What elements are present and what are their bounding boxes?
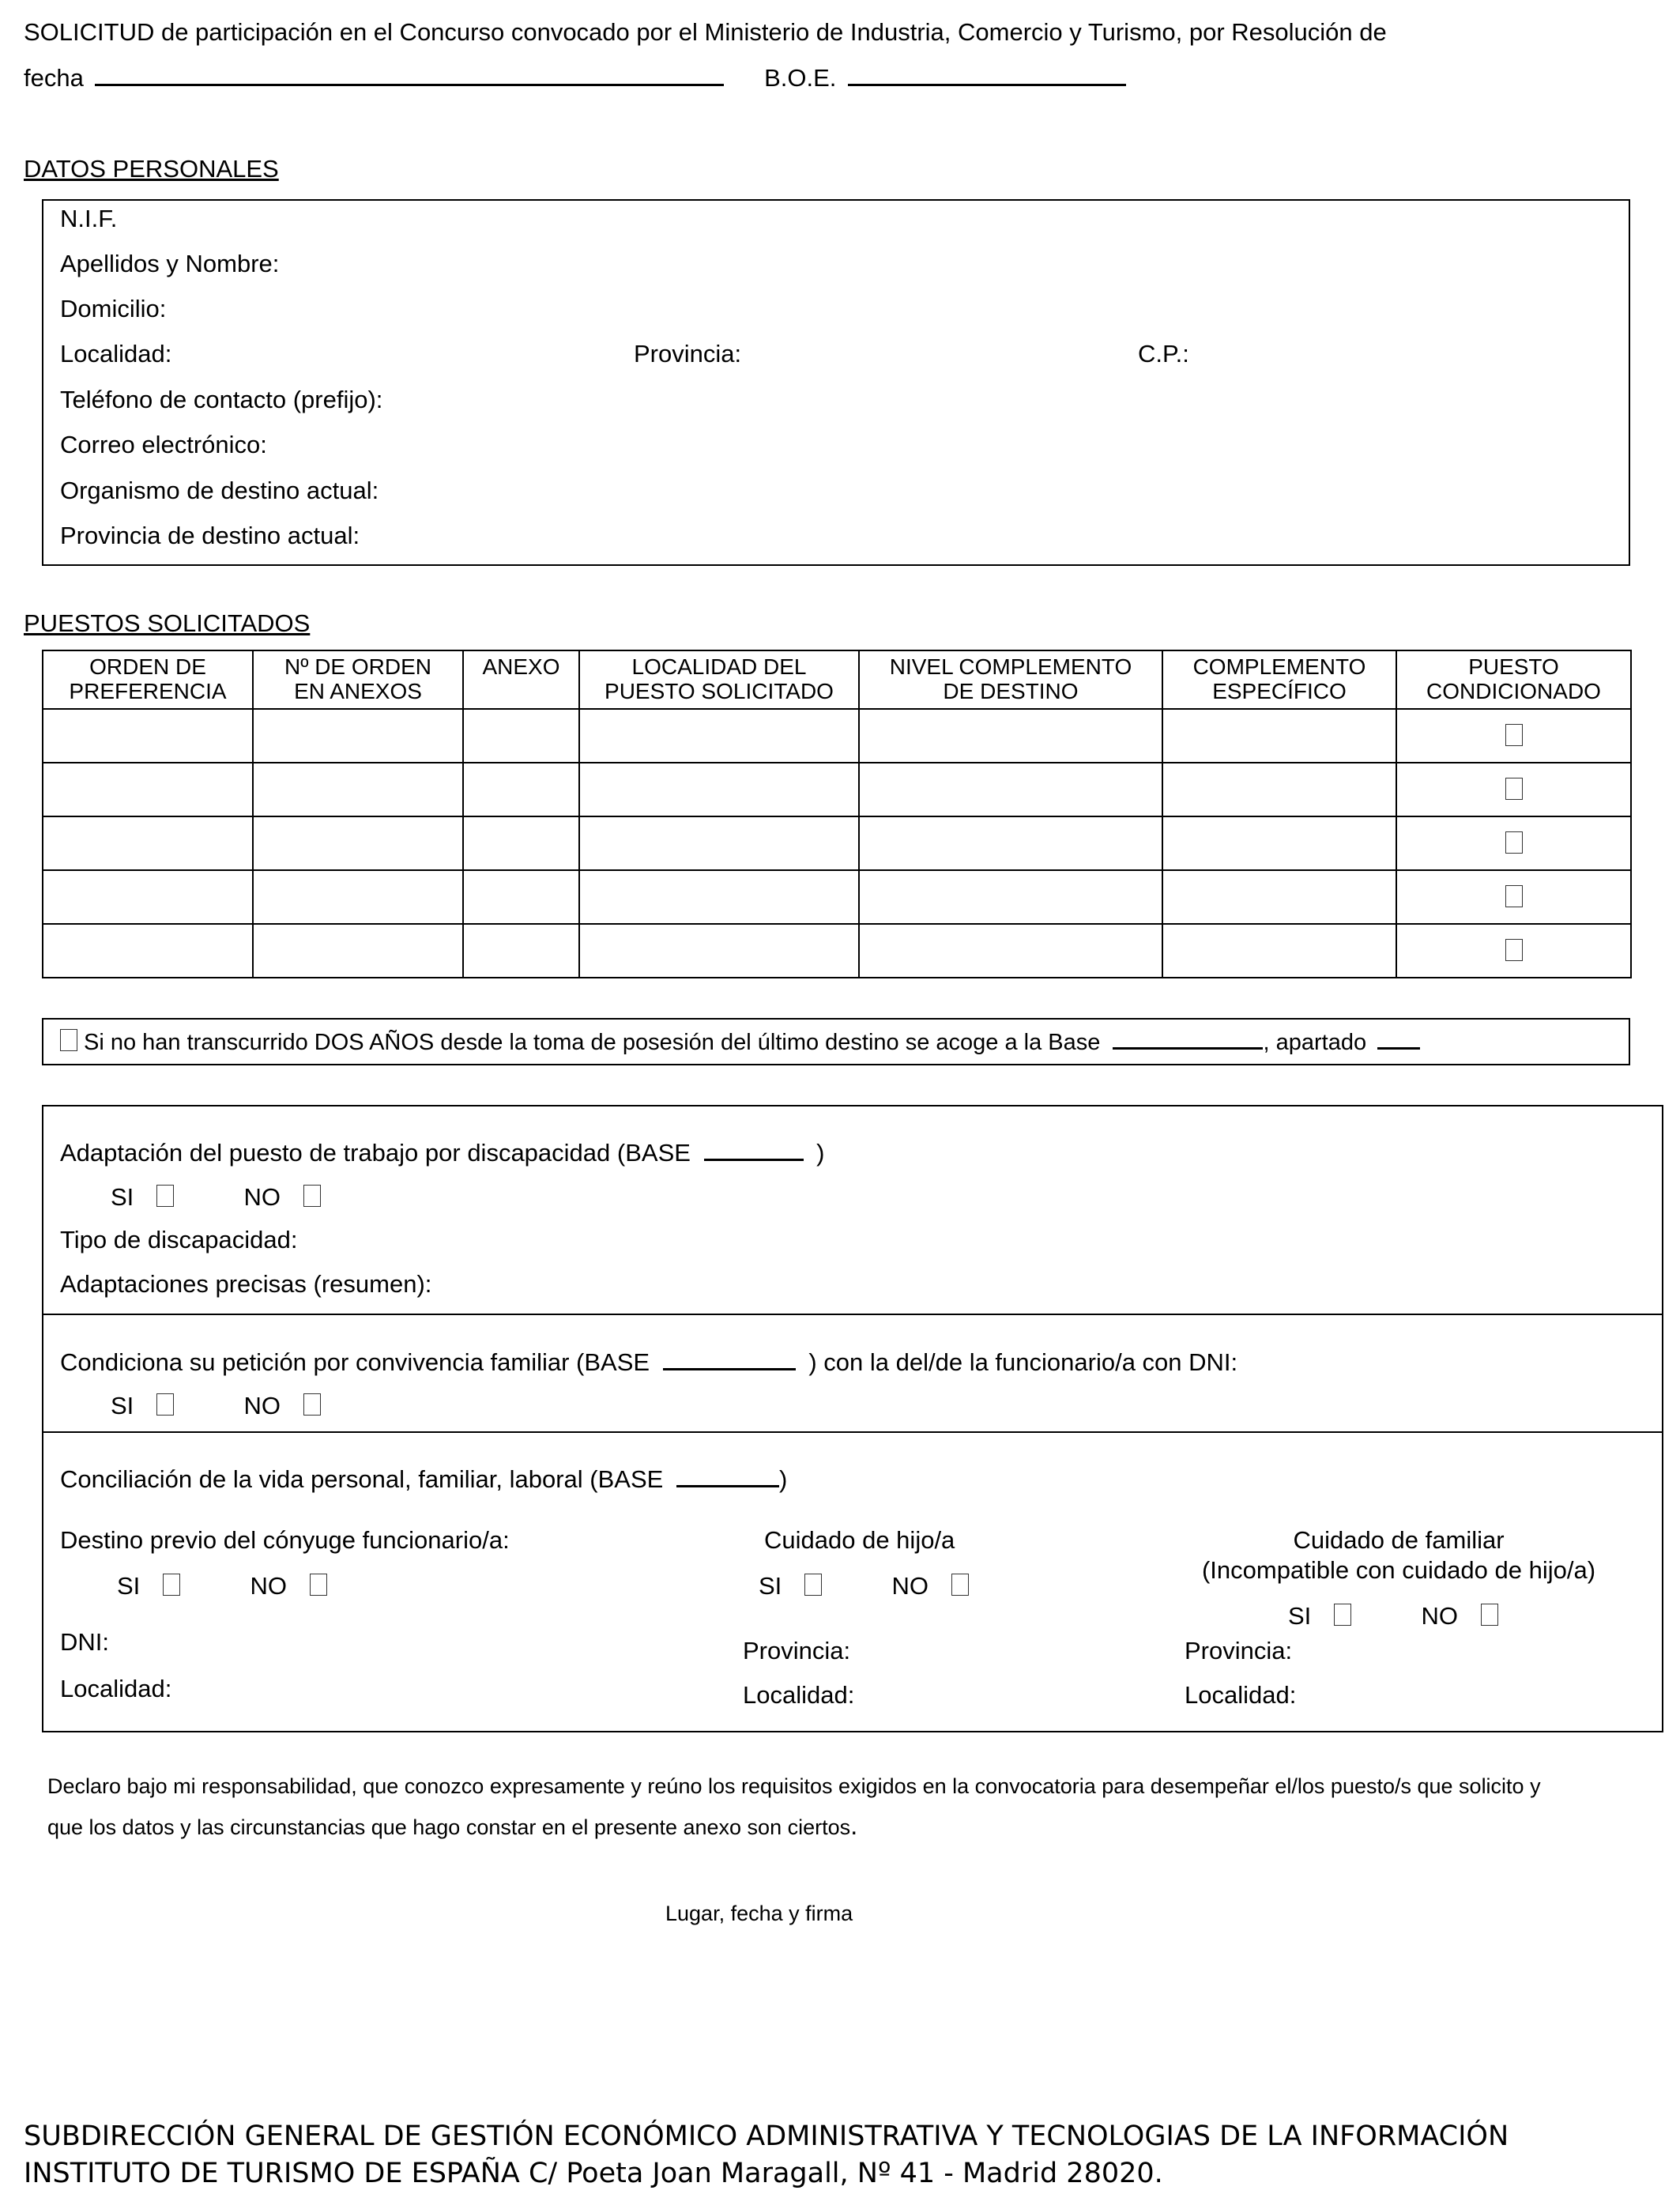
adaptacion-no-checkbox[interactable] bbox=[303, 1185, 321, 1207]
table-cell[interactable] bbox=[463, 763, 579, 816]
col-header-orden: ORDEN DE PREFERENCIA bbox=[43, 650, 253, 709]
header-line-2 bbox=[24, 63, 1126, 92]
table-cell[interactable] bbox=[1162, 816, 1396, 870]
fecha-field[interactable] bbox=[95, 63, 724, 86]
table-cell[interactable] bbox=[859, 870, 1162, 924]
table-cell[interactable] bbox=[43, 816, 253, 870]
table-row bbox=[43, 924, 1631, 978]
table-cell[interactable] bbox=[463, 709, 579, 763]
conyuge-si-label: SI bbox=[117, 1572, 141, 1600]
declaracion-period: . bbox=[850, 1811, 858, 1840]
conciliacion-line bbox=[60, 1465, 787, 1494]
table-cell[interactable] bbox=[859, 816, 1162, 870]
condicionado-checkbox[interactable] bbox=[1505, 885, 1523, 907]
hijo-si-checkbox[interactable] bbox=[804, 1574, 822, 1596]
puestos-table bbox=[42, 650, 1632, 978]
conyuge-localidad-label: Localidad: bbox=[60, 1675, 172, 1702]
adaptacion-si-label: SI bbox=[111, 1183, 134, 1211]
condicionado-checkbox[interactable] bbox=[1505, 724, 1523, 746]
declaracion-text: que los datos y las circunstancias que hago constar en el presente anexo son ciertos bbox=[47, 1815, 851, 1839]
table-cell[interactable] bbox=[463, 924, 579, 978]
table-cell[interactable] bbox=[463, 816, 579, 870]
adaptacion-si-checkbox[interactable] bbox=[156, 1185, 174, 1207]
conyuge-si-checkbox[interactable] bbox=[163, 1574, 180, 1596]
familiar-no-checkbox[interactable] bbox=[1481, 1604, 1498, 1626]
adaptacion-line bbox=[60, 1138, 825, 1167]
firma-label: Lugar, fecha y firma bbox=[665, 1902, 853, 1925]
boe-label: B.O.E. bbox=[764, 64, 837, 92]
dos-anos-text: Si no han transcurrido DOS AÑOS desde la toma de posesión del último destino se acoge a la Base bbox=[84, 1030, 1101, 1055]
familiar-provincia-label: Provincia: bbox=[1185, 1637, 1293, 1664]
table-row bbox=[43, 709, 1631, 763]
table-cell[interactable] bbox=[253, 816, 463, 870]
col-header-numero: Nº DE ORDEN EN ANEXOS bbox=[253, 650, 463, 709]
table-cell[interactable] bbox=[579, 816, 859, 870]
condicionado-checkbox[interactable] bbox=[1505, 831, 1523, 854]
conyuge-options bbox=[117, 1571, 327, 1600]
hijo-si-label: SI bbox=[759, 1572, 782, 1600]
familiar-options bbox=[1288, 1601, 1498, 1630]
dos-anos-checkbox[interactable] bbox=[60, 1029, 77, 1051]
convivencia-title: Condiciona su petición por convivencia familiar (BASE bbox=[60, 1348, 650, 1376]
hijo-label: Cuidado de hijo/a bbox=[764, 1526, 955, 1554]
table-cell[interactable] bbox=[859, 709, 1162, 763]
conciliacion-close: ) bbox=[778, 1465, 788, 1493]
col-header-condicionado: PUESTO CONDICIONADO bbox=[1396, 650, 1631, 709]
convivencia-options bbox=[111, 1391, 321, 1420]
header-line-1: SOLICITUD de participación en el Concurso convocado por el Ministerio de Industria, Comercio y Turismo, por Resolución de bbox=[24, 18, 1387, 46]
footer-line-1: SUBDIRECCIÓN GENERAL DE GESTIÓN ECONÓMICO ADMINISTRATIVA Y TECNOLOGIAS DE LA INFORMACIÓN bbox=[24, 2120, 1509, 2152]
table-cell[interactable] bbox=[43, 763, 253, 816]
declaracion-line-1: Declaro bajo mi responsabilidad, que conozco expresamente y reúno los requisitos exigidos en la convocatoria para desempeñar el/los puesto/s que solicito y bbox=[47, 1774, 1541, 1798]
table-cell[interactable] bbox=[1162, 924, 1396, 978]
dos-anos-line bbox=[60, 1029, 1420, 1057]
convivencia-no-label: NO bbox=[243, 1392, 281, 1419]
table-row bbox=[43, 763, 1631, 816]
familiar-no-label: NO bbox=[1421, 1602, 1459, 1630]
hijo-provincia-label: Provincia: bbox=[743, 1637, 851, 1664]
hijo-no-checkbox[interactable] bbox=[951, 1574, 969, 1596]
hijo-options bbox=[759, 1571, 969, 1600]
table-cell bbox=[1396, 763, 1631, 816]
divider bbox=[42, 1314, 1663, 1315]
cp-label: C.P.: bbox=[1138, 340, 1189, 368]
domicilio-label: Domicilio: bbox=[60, 295, 167, 322]
adaptacion-no-label: NO bbox=[243, 1183, 281, 1211]
familiar-note: (Incompatible con cuidado de hijo/a) bbox=[1201, 1556, 1596, 1584]
provincia-destino-label: Provincia de destino actual: bbox=[60, 522, 360, 549]
table-cell[interactable] bbox=[1162, 763, 1396, 816]
col-header-localidad: LOCALIDAD DEL PUESTO SOLICITADO bbox=[579, 650, 859, 709]
table-cell[interactable] bbox=[253, 709, 463, 763]
conciliacion-base-field[interactable] bbox=[676, 1465, 779, 1487]
base-field[interactable] bbox=[1113, 1030, 1263, 1050]
footer-line-2: INSTITUTO DE TURISMO DE ESPAÑA C/ Poeta Joan Maragall, Nº 41 - Madrid 28020. bbox=[24, 2158, 1163, 2189]
table-cell bbox=[1396, 816, 1631, 870]
conyuge-label: Destino previo del cónyuge funcionario/a: bbox=[60, 1526, 510, 1554]
table-cell[interactable] bbox=[43, 709, 253, 763]
datos-personales-title: DATOS PERSONALES bbox=[24, 155, 279, 183]
familiar-si-label: SI bbox=[1288, 1602, 1312, 1630]
col-header-anexo: ANEXO bbox=[463, 650, 579, 709]
convivencia-line bbox=[60, 1348, 1237, 1377]
col-header-nivel: NIVEL COMPLEMENTO DE DESTINO bbox=[859, 650, 1162, 709]
table-cell bbox=[1396, 870, 1631, 924]
adaptacion-base-field[interactable] bbox=[704, 1138, 804, 1161]
apellidos-label: Apellidos y Nombre: bbox=[60, 250, 280, 277]
hijo-no-label: NO bbox=[891, 1572, 929, 1600]
convivencia-si-label: SI bbox=[111, 1392, 134, 1419]
adaptacion-options bbox=[111, 1182, 321, 1212]
correo-label: Correo electrónico: bbox=[60, 431, 267, 458]
table-cell[interactable] bbox=[253, 763, 463, 816]
puestos-title: PUESTOS SOLICITADOS bbox=[24, 609, 311, 637]
table-row bbox=[43, 870, 1631, 924]
table-cell[interactable] bbox=[43, 924, 253, 978]
conyuge-no-label: NO bbox=[250, 1572, 288, 1600]
table-cell[interactable] bbox=[253, 870, 463, 924]
localidad-label: Localidad: bbox=[60, 340, 172, 368]
nif-label: N.I.F. bbox=[60, 205, 118, 232]
table-cell[interactable] bbox=[579, 924, 859, 978]
table-cell[interactable] bbox=[579, 763, 859, 816]
puestos-header-row bbox=[43, 650, 1631, 709]
fecha-label: fecha bbox=[24, 64, 84, 92]
table-cell[interactable] bbox=[579, 870, 859, 924]
familiar-si-checkbox[interactable] bbox=[1334, 1604, 1351, 1626]
divider bbox=[42, 1431, 1663, 1433]
convivencia-rest: ) con la del/de la funcionario/a con DNI: bbox=[808, 1348, 1238, 1376]
condicionado-checkbox[interactable] bbox=[1505, 778, 1523, 800]
tipo-discapacidad-label: Tipo de discapacidad: bbox=[60, 1226, 298, 1253]
table-cell[interactable] bbox=[579, 709, 859, 763]
table-cell[interactable] bbox=[859, 763, 1162, 816]
convivencia-base-field[interactable] bbox=[663, 1348, 796, 1370]
table-row bbox=[43, 816, 1631, 870]
adaptacion-title: Adaptación del puesto de trabajo por discapacidad (BASE bbox=[60, 1139, 691, 1167]
familiar-localidad-label: Localidad: bbox=[1185, 1681, 1297, 1709]
adaptaciones-label: Adaptaciones precisas (resumen): bbox=[60, 1270, 432, 1298]
declaracion-line-2 bbox=[47, 1810, 857, 1842]
condicionado-checkbox[interactable] bbox=[1505, 939, 1523, 961]
col-header-complemento: COMPLEMENTO ESPECÍFICO bbox=[1162, 650, 1396, 709]
boe-field[interactable] bbox=[848, 63, 1126, 86]
table-cell[interactable] bbox=[859, 924, 1162, 978]
table-cell bbox=[1396, 924, 1631, 978]
conyuge-dni-label: DNI: bbox=[60, 1628, 109, 1656]
datos-personales-box bbox=[42, 199, 1630, 566]
table-cell[interactable] bbox=[253, 924, 463, 978]
table-cell[interactable] bbox=[1162, 870, 1396, 924]
apartado-field[interactable] bbox=[1377, 1030, 1420, 1050]
table-cell bbox=[1396, 709, 1631, 763]
hijo-localidad-label: Localidad: bbox=[743, 1681, 855, 1709]
provincia-label: Provincia: bbox=[634, 340, 742, 368]
apartado-label: , apartado bbox=[1263, 1030, 1367, 1055]
table-cell[interactable] bbox=[43, 870, 253, 924]
convivencia-no-checkbox[interactable] bbox=[303, 1393, 321, 1416]
telefono-label: Teléfono de contacto (prefijo): bbox=[60, 386, 383, 413]
conyuge-no-checkbox[interactable] bbox=[310, 1574, 327, 1596]
table-cell[interactable] bbox=[463, 870, 579, 924]
conciliacion-title: Conciliación de la vida personal, familiar, laboral (BASE bbox=[60, 1465, 664, 1493]
organismo-label: Organismo de destino actual: bbox=[60, 477, 379, 504]
adaptacion-close: ) bbox=[816, 1139, 825, 1167]
table-cell[interactable] bbox=[1162, 709, 1396, 763]
familiar-label: Cuidado de familiar bbox=[1293, 1526, 1505, 1554]
convivencia-si-checkbox[interactable] bbox=[156, 1393, 174, 1416]
